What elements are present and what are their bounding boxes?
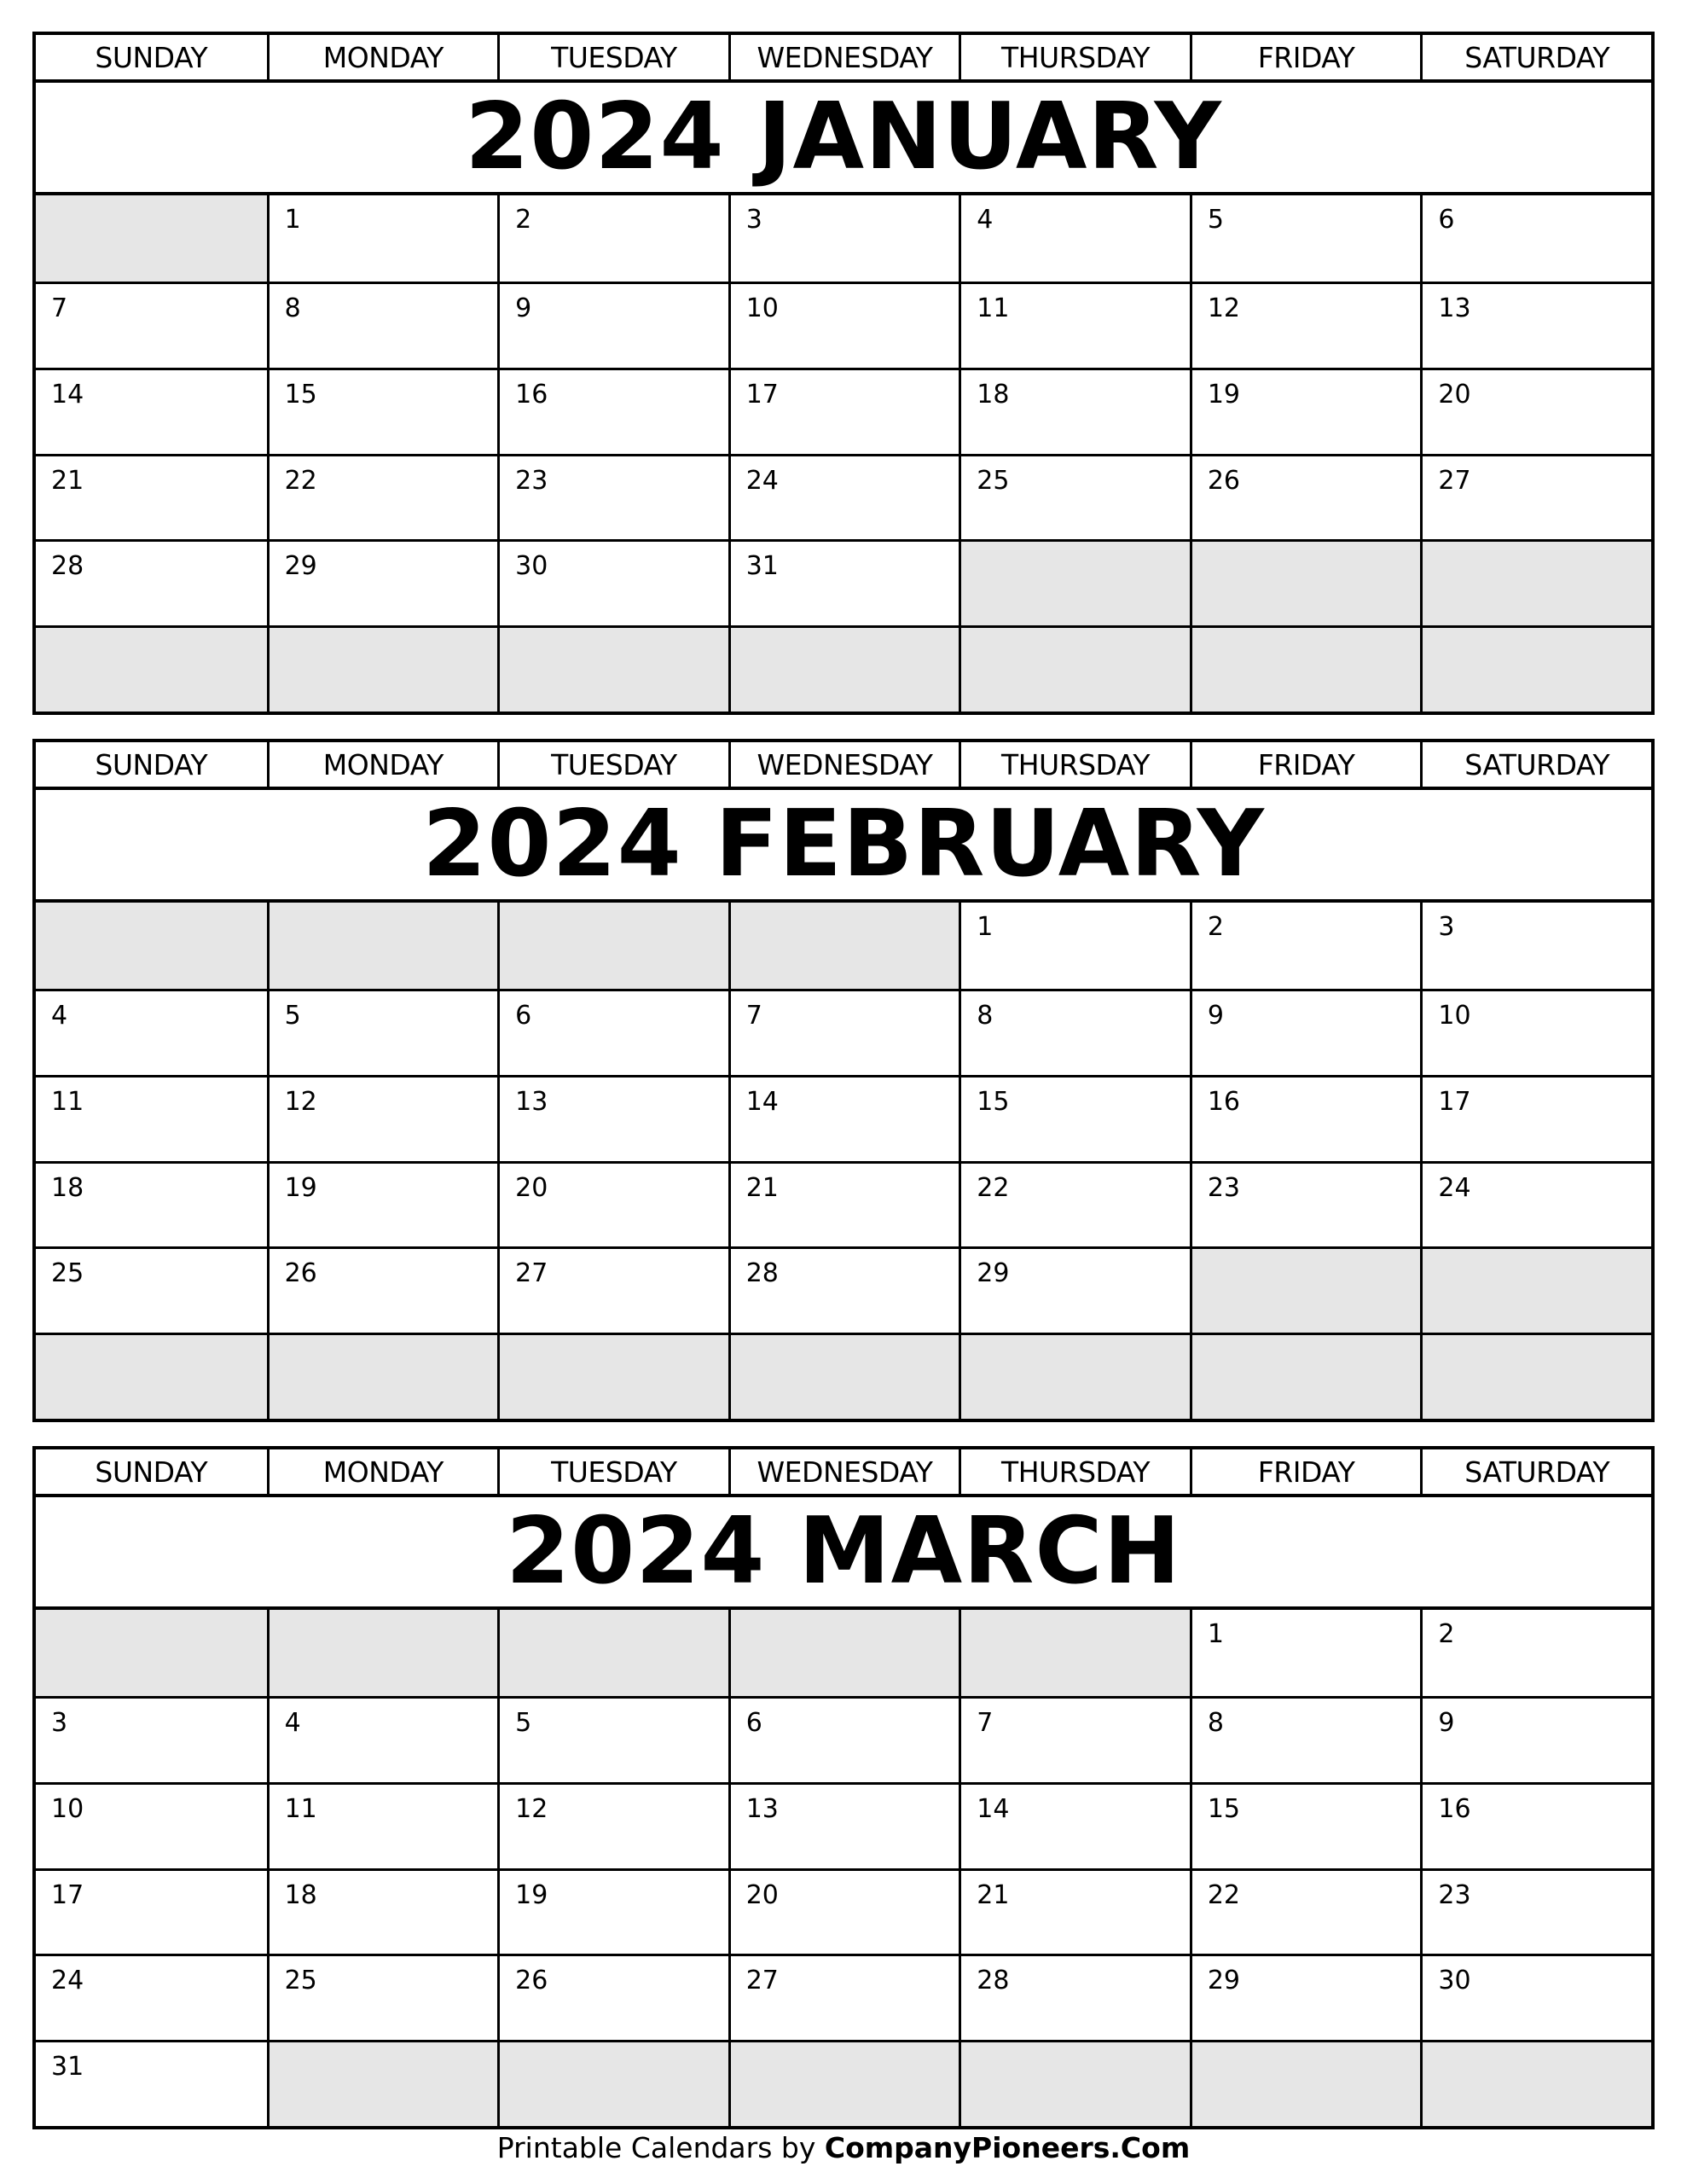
day-cell — [959, 903, 1190, 989]
day-number: 6 — [745, 1707, 762, 1738]
empty-day-cell — [959, 2040, 1190, 2126]
day-cell — [36, 1246, 267, 1333]
day-cell — [36, 368, 267, 454]
weekday-saturday: SATURDAY — [1420, 35, 1651, 79]
day-number: 30 — [515, 551, 548, 582]
day-number: 19 — [284, 1172, 317, 1203]
day-cell — [1420, 989, 1651, 1075]
day-cell — [1190, 1782, 1421, 1868]
weekday-saturday: SATURDAY — [1420, 742, 1651, 787]
empty-day-cell — [1190, 1246, 1421, 1333]
empty-day-cell — [497, 2040, 728, 2126]
empty-day-cell — [497, 903, 728, 989]
day-cell — [959, 989, 1190, 1075]
day-cell — [267, 282, 498, 368]
day-cell — [1190, 195, 1421, 282]
day-number: 3 — [1438, 912, 1455, 942]
weekday-monday: MONDAY — [267, 35, 498, 79]
day-number: 22 — [977, 1172, 1010, 1203]
day-cell — [36, 282, 267, 368]
day-cell — [36, 1161, 267, 1247]
day-number: 20 — [1438, 379, 1471, 410]
day-number: 12 — [515, 1793, 548, 1824]
weekday-header-row — [36, 1449, 1651, 1497]
day-number: 4 — [51, 1000, 68, 1031]
day-number: 15 — [977, 1086, 1010, 1117]
month-title: 2024 JANUARY — [465, 84, 1222, 190]
day-number: 31 — [51, 2052, 84, 2082]
empty-day-cell — [1420, 2040, 1651, 2126]
day-cell — [497, 1868, 728, 1955]
weekday-saturday: SATURDAY — [1420, 1449, 1651, 1494]
day-cell — [267, 539, 498, 625]
day-cell — [497, 1696, 728, 1782]
day-cell — [497, 1954, 728, 2040]
empty-day-cell — [959, 625, 1190, 712]
weekday-friday: FRIDAY — [1190, 35, 1421, 79]
day-number: 30 — [1438, 1966, 1471, 1996]
month-title-row — [36, 1497, 1651, 1610]
day-number: 11 — [51, 1086, 84, 1117]
day-number: 23 — [515, 465, 548, 496]
day-number: 2 — [1207, 912, 1224, 942]
day-cell — [36, 1782, 267, 1868]
day-number: 10 — [1438, 1000, 1471, 1031]
day-number: 15 — [1207, 1793, 1241, 1824]
day-cell — [1190, 1868, 1421, 1955]
empty-day-cell — [1420, 1333, 1651, 1419]
month-title: 2024 FEBRUARY — [422, 791, 1265, 897]
weekday-sunday: SUNDAY — [95, 40, 208, 74]
empty-day-cell — [497, 1610, 728, 1696]
day-number: 29 — [284, 551, 317, 582]
day-number: 5 — [1207, 205, 1224, 235]
day-cell — [1420, 454, 1651, 540]
day-cell — [1420, 1782, 1651, 1868]
day-cell — [728, 1246, 959, 1333]
day-cell — [728, 989, 959, 1075]
empty-day-cell — [36, 625, 267, 712]
day-number: 6 — [515, 1000, 532, 1031]
day-number: 28 — [745, 1258, 779, 1289]
day-number: 6 — [1438, 205, 1455, 235]
empty-day-cell — [36, 1610, 267, 1696]
day-cell — [267, 989, 498, 1075]
day-number: 3 — [51, 1707, 68, 1738]
day-number: 20 — [745, 1879, 779, 1910]
day-cell — [728, 195, 959, 282]
day-number: 17 — [51, 1879, 84, 1910]
day-number: 9 — [1207, 1000, 1224, 1031]
day-cell — [1420, 1954, 1651, 2040]
day-cell — [497, 1782, 728, 1868]
day-cell — [36, 1868, 267, 1955]
weekday-sunday: SUNDAY — [95, 747, 208, 781]
day-cell — [1420, 282, 1651, 368]
day-number: 4 — [977, 205, 994, 235]
empty-day-cell — [1190, 2040, 1421, 2126]
day-number: 7 — [977, 1707, 994, 1738]
day-cell — [36, 454, 267, 540]
day-number: 13 — [1438, 293, 1471, 323]
day-cell — [497, 1075, 728, 1161]
day-number: 11 — [284, 1793, 317, 1824]
day-number: 8 — [1207, 1707, 1224, 1738]
empty-day-cell — [1420, 625, 1651, 712]
day-number: 5 — [284, 1000, 301, 1031]
day-number: 16 — [515, 379, 548, 410]
empty-day-cell — [36, 195, 267, 282]
day-number: 4 — [284, 1707, 301, 1738]
weekday-sunday: SUNDAY — [95, 1455, 208, 1489]
day-cell — [1420, 903, 1651, 989]
day-number: 15 — [284, 379, 317, 410]
day-number: 20 — [515, 1172, 548, 1203]
month-calendar-january — [32, 32, 1655, 715]
day-cell — [728, 368, 959, 454]
day-grid — [36, 1610, 1651, 2126]
day-cell — [959, 1954, 1190, 2040]
day-cell — [497, 539, 728, 625]
day-cell — [959, 1246, 1190, 1333]
empty-day-cell — [267, 2040, 498, 2126]
weekday-thursday: THURSDAY — [959, 35, 1190, 79]
empty-day-cell — [267, 625, 498, 712]
day-number: 22 — [1207, 1879, 1241, 1910]
weekday-header-row — [36, 35, 1651, 83]
day-number: 26 — [515, 1966, 548, 1996]
footer-brand-link[interactable]: CompanyPioneers.Com — [824, 2131, 1191, 2164]
day-number: 21 — [745, 1172, 779, 1203]
day-cell — [1190, 1954, 1421, 2040]
footer-credit — [0, 2131, 1687, 2164]
day-cell — [1420, 1161, 1651, 1247]
day-number: 27 — [1438, 465, 1471, 496]
day-number: 22 — [284, 465, 317, 496]
month-calendar-march — [32, 1446, 1655, 2129]
day-cell — [267, 1954, 498, 2040]
day-cell — [959, 1075, 1190, 1161]
day-number: 3 — [745, 205, 762, 235]
day-cell — [728, 539, 959, 625]
day-cell — [36, 989, 267, 1075]
day-number: 16 — [1207, 1086, 1241, 1117]
day-number: 25 — [284, 1966, 317, 1996]
empty-day-cell — [267, 903, 498, 989]
day-grid — [36, 903, 1651, 1419]
empty-day-cell — [728, 1610, 959, 1696]
day-number: 8 — [977, 1000, 994, 1031]
day-number: 13 — [745, 1793, 779, 1824]
day-cell — [497, 454, 728, 540]
day-cell — [1190, 1610, 1421, 1696]
day-cell — [1190, 1161, 1421, 1247]
day-number: 25 — [51, 1258, 84, 1289]
day-number: 23 — [1438, 1879, 1471, 1910]
day-cell — [267, 368, 498, 454]
day-cell — [1190, 368, 1421, 454]
day-cell — [497, 989, 728, 1075]
day-number: 27 — [515, 1258, 548, 1289]
day-cell — [497, 195, 728, 282]
day-cell — [1420, 1696, 1651, 1782]
empty-day-cell — [1190, 1333, 1421, 1419]
day-cell — [36, 539, 267, 625]
day-number: 2 — [515, 205, 532, 235]
footer-prefix: Printable Calendars by — [496, 2131, 825, 2164]
day-cell — [497, 1161, 728, 1247]
weekday-wednesday: WEDNESDAY — [728, 742, 959, 787]
weekday-header-row — [36, 742, 1651, 790]
day-cell — [728, 282, 959, 368]
day-number: 11 — [977, 293, 1010, 323]
day-number: 18 — [51, 1172, 84, 1203]
day-number: 5 — [515, 1707, 532, 1738]
weekday-friday: FRIDAY — [1190, 1449, 1421, 1494]
day-number: 7 — [745, 1000, 762, 1031]
day-cell — [1420, 368, 1651, 454]
day-number: 29 — [1207, 1966, 1241, 1996]
day-cell — [1420, 1075, 1651, 1161]
day-number: 7 — [51, 293, 68, 323]
day-cell — [959, 1696, 1190, 1782]
day-cell — [267, 1868, 498, 1955]
day-cell — [267, 1782, 498, 1868]
day-number: 19 — [515, 1879, 548, 1910]
day-number: 26 — [1207, 465, 1241, 496]
day-number: 12 — [1207, 293, 1241, 323]
day-cell — [497, 368, 728, 454]
day-number: 13 — [515, 1086, 548, 1117]
weekday-tuesday: TUESDAY — [497, 742, 728, 787]
day-cell — [728, 1954, 959, 2040]
day-number: 23 — [1207, 1172, 1241, 1203]
day-cell — [36, 1954, 267, 2040]
day-number: 24 — [1438, 1172, 1471, 1203]
day-number: 14 — [977, 1793, 1010, 1824]
day-cell — [1190, 282, 1421, 368]
day-cell — [497, 1246, 728, 1333]
day-cell — [36, 1696, 267, 1782]
day-number: 9 — [515, 293, 532, 323]
day-cell — [728, 1782, 959, 1868]
day-cell — [267, 195, 498, 282]
day-number: 1 — [977, 912, 994, 942]
day-cell — [267, 454, 498, 540]
month-calendar-february — [32, 739, 1655, 1422]
day-number: 28 — [977, 1966, 1010, 1996]
day-number: 17 — [745, 379, 779, 410]
empty-day-cell — [497, 1333, 728, 1419]
empty-day-cell — [1190, 625, 1421, 712]
weekday-wednesday: WEDNESDAY — [728, 1449, 959, 1494]
day-number: 18 — [977, 379, 1010, 410]
empty-day-cell — [728, 625, 959, 712]
empty-day-cell — [1420, 539, 1651, 625]
weekday-friday: FRIDAY — [1190, 742, 1421, 787]
day-number: 31 — [745, 551, 779, 582]
day-cell — [36, 2040, 267, 2126]
day-cell — [728, 1075, 959, 1161]
day-cell — [959, 1782, 1190, 1868]
day-cell — [1420, 1610, 1651, 1696]
empty-day-cell — [728, 2040, 959, 2126]
day-cell — [36, 1075, 267, 1161]
day-cell — [959, 454, 1190, 540]
empty-day-cell — [959, 1610, 1190, 1696]
empty-day-cell — [267, 1333, 498, 1419]
day-cell — [497, 282, 728, 368]
day-cell — [1190, 989, 1421, 1075]
day-cell — [959, 282, 1190, 368]
empty-day-cell — [267, 1610, 498, 1696]
weekday-tuesday: TUESDAY — [497, 35, 728, 79]
empty-day-cell — [959, 1333, 1190, 1419]
day-number: 24 — [745, 465, 779, 496]
day-number: 21 — [51, 465, 84, 496]
day-number: 29 — [977, 1258, 1010, 1289]
day-number: 2 — [1438, 1619, 1455, 1649]
empty-day-cell — [497, 625, 728, 712]
day-cell — [267, 1161, 498, 1247]
day-number: 27 — [745, 1966, 779, 1996]
day-number: 25 — [977, 465, 1010, 496]
day-number: 16 — [1438, 1793, 1471, 1824]
day-cell — [1190, 903, 1421, 989]
day-number: 12 — [284, 1086, 317, 1117]
day-number: 9 — [1438, 1707, 1455, 1738]
day-number: 14 — [745, 1086, 779, 1117]
day-cell — [1420, 1868, 1651, 1955]
empty-day-cell — [36, 903, 267, 989]
day-cell — [1190, 1696, 1421, 1782]
day-number: 19 — [1207, 379, 1241, 410]
day-cell — [1420, 195, 1651, 282]
day-number: 10 — [745, 293, 779, 323]
weekday-monday: MONDAY — [267, 742, 498, 787]
day-number: 18 — [284, 1879, 317, 1910]
empty-day-cell — [728, 1333, 959, 1419]
weekday-monday: MONDAY — [267, 1449, 498, 1494]
empty-day-cell — [959, 539, 1190, 625]
day-cell — [959, 368, 1190, 454]
day-cell — [1190, 1075, 1421, 1161]
day-cell — [267, 1246, 498, 1333]
day-cell — [728, 1696, 959, 1782]
empty-day-cell — [1420, 1246, 1651, 1333]
day-cell — [728, 1868, 959, 1955]
day-cell — [1190, 454, 1421, 540]
day-cell — [959, 195, 1190, 282]
day-number: 10 — [51, 1793, 84, 1824]
weekday-thursday: THURSDAY — [959, 742, 1190, 787]
month-title: 2024 MARCH — [505, 1498, 1182, 1605]
empty-day-cell — [36, 1333, 267, 1419]
day-cell — [728, 454, 959, 540]
day-number: 17 — [1438, 1086, 1471, 1117]
day-grid — [36, 195, 1651, 712]
day-number: 8 — [284, 293, 301, 323]
weekday-thursday: THURSDAY — [959, 1449, 1190, 1494]
day-number: 24 — [51, 1966, 84, 1996]
month-title-row — [36, 83, 1651, 195]
day-cell — [959, 1868, 1190, 1955]
day-cell — [267, 1075, 498, 1161]
day-number: 1 — [284, 205, 301, 235]
empty-day-cell — [728, 903, 959, 989]
empty-day-cell — [1190, 539, 1421, 625]
day-cell — [728, 1161, 959, 1247]
day-number: 21 — [977, 1879, 1010, 1910]
day-cell — [959, 1161, 1190, 1247]
day-number: 1 — [1207, 1619, 1224, 1649]
day-number: 26 — [284, 1258, 317, 1289]
month-title-row — [36, 790, 1651, 903]
weekday-wednesday: WEDNESDAY — [728, 35, 959, 79]
day-number: 28 — [51, 551, 84, 582]
day-cell — [267, 1696, 498, 1782]
weekday-tuesday: TUESDAY — [497, 1449, 728, 1494]
day-number: 14 — [51, 379, 84, 410]
